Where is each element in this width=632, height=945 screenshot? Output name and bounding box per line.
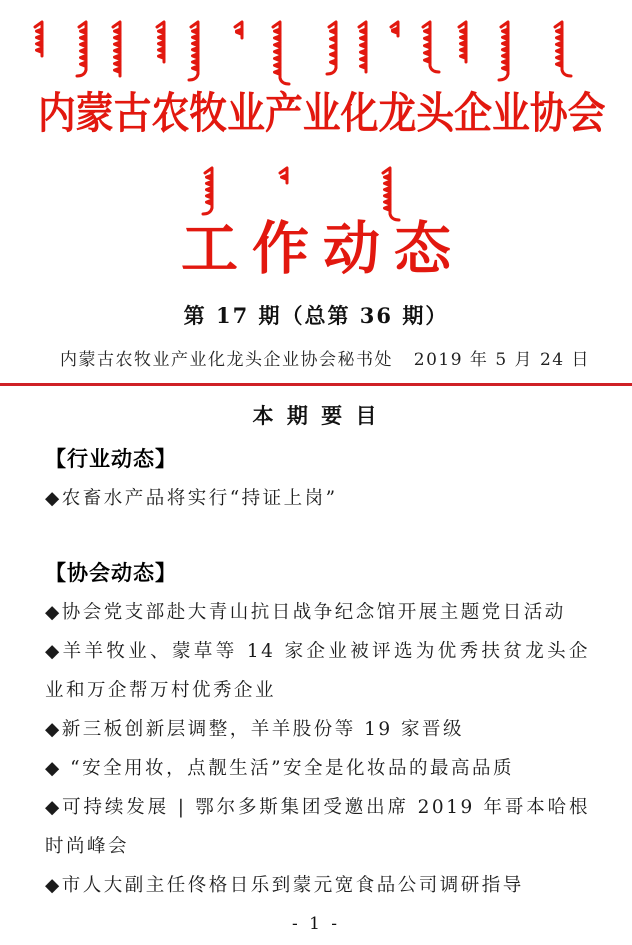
org-title: 内蒙古农牧业产业化龙头企业协会 (37, 89, 606, 139)
publisher-name: 内蒙古农牧业产业化龙头企业协会秘书处 (60, 350, 393, 370)
toc-item-association-5: ◆可持续发展 | 鄂尔多斯集团受邀出席 2019 年哥本哈根时尚峰会 (45, 797, 590, 857)
toc-item-association-6: ◆市人大副主任佟格日乐到蒙元宽食品公司调研指导 (45, 875, 524, 896)
section-title-association: 【协会动态】 (45, 561, 177, 585)
toc-heading: 本 期 要 目 (252, 404, 380, 428)
mongolian-script-banner-icon (0, 18, 632, 86)
toc-body (0, 440, 632, 905)
issue-number: 第 17 期（总第 36 期） (183, 303, 449, 328)
publisher-row (0, 345, 632, 370)
issue-date: 2019 年 5 月 24 日 (413, 350, 590, 370)
mongolian-script-subtitle-icon (0, 164, 632, 222)
toc-item-association-4: ◆ “安全用妆，点靓生活”安全是化妆品的最高品质 (45, 758, 515, 779)
divider-rule (0, 383, 632, 386)
bulletin-title: 工作动态 (181, 215, 465, 282)
toc-item-association-1: ◆协会党支部赴大青山抗日战争纪念馆开展主题党日活动 (45, 602, 566, 623)
toc-item-association-2: ◆羊羊牧业、蒙草等 14 家企业被评选为优秀扶贫龙头企业和万企帮万村优秀企业 (45, 641, 590, 701)
toc-item-industry-1: ◆农畜水产品将实行“持证上岗” (45, 488, 338, 509)
page-number: - 1 - (291, 914, 341, 934)
section-title-industry: 【行业动态】 (45, 447, 177, 471)
toc-item-association-3: ◆新三板创新层调整，羊羊股份等 19 家晋级 (45, 719, 465, 740)
